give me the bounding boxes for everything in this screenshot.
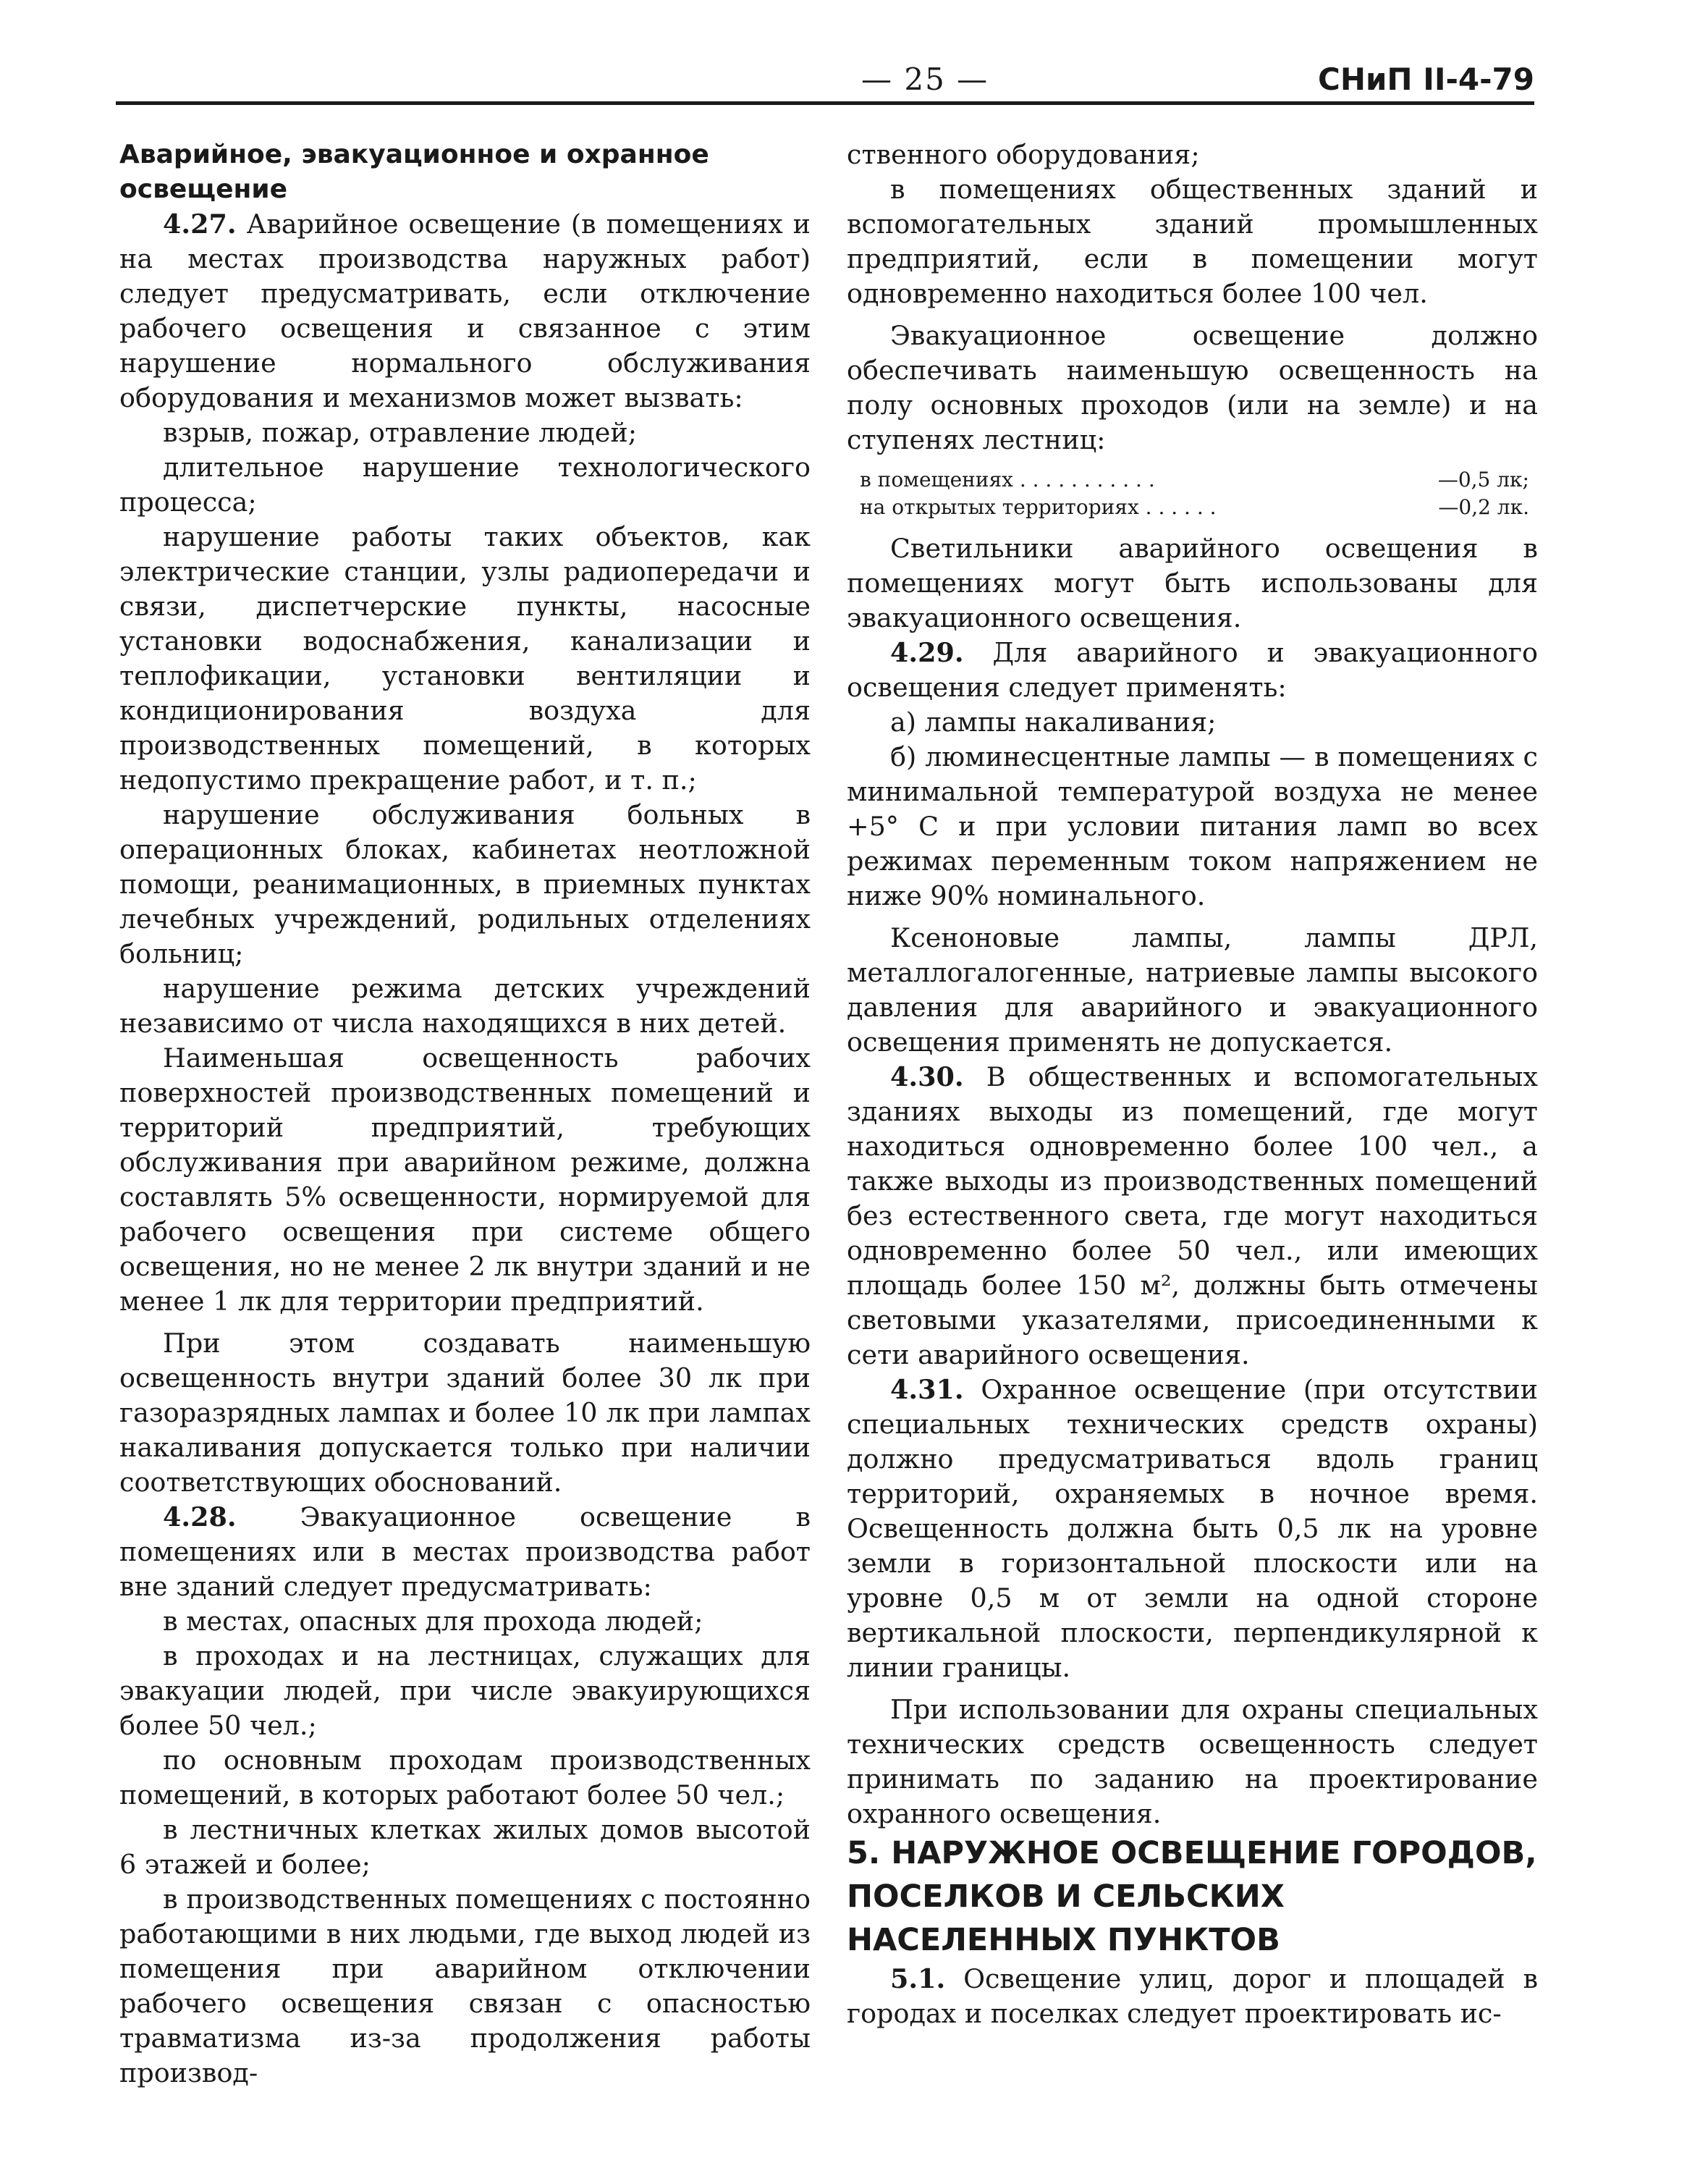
clause-number: 4.27.	[163, 208, 237, 240]
list-item: б) люминесцентные лампы — в помещениях с минимальной температурой воздуха не менее +5° С и при условии питания ламп во всех режимах переменным током напряжением не ниже 90% номинального.	[847, 741, 1538, 911]
illuminance-table	[860, 466, 1538, 521]
clause-number: 4.30.	[890, 1061, 964, 1092]
clause-text: Эвакуационное освещение в помещениях или в местах производства работ вне зданий следует предусматривать:	[119, 1501, 811, 1602]
clause-number: 5.1.	[890, 1963, 946, 1994]
paragraph: Наименьшая освещенность рабочих поверхностей производственных помещений и территорий предприятий, требующих обслуживания при аварийном режиме, должна составлять 5% освещенности, нормируемой для рабочего освещения при системе общего освещения, но не менее 2 лк внутри зданий и не менее 1 лк для территории предприятий.	[119, 1042, 811, 1317]
left-column	[119, 138, 811, 2091]
clause-text: Охранное освещение (при отсутствии специальных технических средств охраны) должно предусматриваться вдоль границ территорий, охраняемых в ночное время. Освещенность должна быть 0,5 лк на уровне земли в горизонтальной плоскости или на уровне 0,5 м от земли на одной стороне вертикальной плоскости, перпендикулярной к линии границы.	[847, 1374, 1538, 1683]
list-item: взрыв, пожар, отравление людей;	[163, 417, 637, 448]
clause-number: 4.31.	[890, 1374, 964, 1405]
clause-text: Аварийное освещение (в помещениях и на местах производства наружных работ) следует предусматривать, если отключение рабочего освещения и связанное с этим нарушение нормального обслуживания оборудования и механизмов может вызвать:	[119, 208, 811, 413]
paragraph: Эвакуационное освещение должно обеспечивать наименьшую освещенность на полу основных проходов (или на земле) и на ступенях лестниц:	[847, 320, 1538, 455]
paragraph: Ксеноновые лампы, лампы ДРЛ, металлогалогенные, натриевые лампы высокого давления для аварийного и эвакуационного освещения применять не допускается.	[847, 922, 1538, 1058]
clause-text: Для аварийного и эвакуационного освещения следует применять:	[847, 637, 1538, 703]
table-label: в помещениях . . . . . . . . . . .	[860, 468, 1155, 492]
section-heading: 5. НАРУЖНОЕ ОСВЕЩЕНИЕ ГОРОДОВ, ПОСЕЛКОВ И СЕЛЬСКИХ НАСЕЛЕННЫХ ПУНКТОВ	[847, 1835, 1537, 1958]
paragraph: При использовании для охраны специальных технических средств освещенность следует принимать по заданию на проектирование охранного освещения.	[847, 1694, 1538, 1829]
list-item: длительное нарушение технологического процесса;	[119, 452, 811, 518]
table-row	[860, 494, 1538, 521]
right-column	[847, 138, 1538, 2031]
paragraph: Светильники аварийного освещения в помещениях могут быть использованы для эвакуационного освещения.	[847, 533, 1538, 633]
table-value: —0,2 лк.	[1438, 495, 1529, 519]
clause-4-28	[119, 1500, 811, 1604]
list-item: а) лампы накаливания;	[890, 707, 1217, 738]
clause-4-27	[119, 207, 811, 416]
list-item: в проходах и на лестницах, служащих для эвакуации людей, при числе эвакуирующихся более 50 чел.;	[119, 1640, 811, 1741]
list-item: в лестничных клетках жилых домов высотой 6 этажей и более;	[119, 1814, 811, 1880]
list-item: по основным проходам производственных помещений, в которых работают более 50 чел.;	[119, 1745, 811, 1810]
header-rule	[116, 101, 1534, 105]
list-item: нарушение обслуживания больных в операционных блоках, кабинетах неотложной помощи, реанимационных, в приемных пунктах лечебных учреждений, родильных отделениях больниц;	[119, 799, 811, 969]
clause-4-31	[847, 1373, 1538, 1685]
list-item: нарушение работы таких объектов, как электрические станции, узлы радиопередачи и связи, диспетчерские пункты, насосные установки водоснабжения, канализации и теплофикации, установки вентиляции и кондиционирования воздуха для производственных помещений, в которых недопустимо прекращение работ, и т. п.;	[119, 521, 811, 796]
table-value: —0,5 лк;	[1437, 468, 1529, 492]
list-item: в помещениях общественных зданий и вспомогательных зданий промышленных предприятий, если в помещении могут одновременно находиться более 100 чел.	[847, 174, 1538, 309]
clause-5-1	[847, 1962, 1538, 2031]
subheading: Аварийное, эвакуационное и охранное освещение	[119, 140, 709, 204]
table-row	[860, 466, 1538, 494]
list-item: в производственных помещениях с постоянно работающими в них людьми, где выход людей из помещения при аварийном отключении рабочего освещения связан с опасностью травматизма из-за продолжения работы производ-	[119, 1884, 811, 2088]
paragraph: При этом создавать наименьшую освещенность внутри зданий более 30 лк при газоразрядных лампах и более 10 лк при лампах накаливания допускается только при наличии соответствующих обоснований.	[119, 1328, 811, 1498]
table-label: на открытых территориях . . . . . .	[860, 495, 1217, 519]
list-item: в местах, опасных для прохода людей;	[163, 1606, 703, 1637]
clause-text: Освещение улиц, дорог и площадей в городах и поселках следует проектировать ис-	[847, 1963, 1538, 2029]
page-number: — 25 —	[861, 62, 989, 97]
document-code: СНиП II-4-79	[1318, 62, 1534, 97]
clause-number: 4.28.	[163, 1501, 237, 1532]
paragraph-continuation: ственного оборудования;	[847, 139, 1200, 170]
clause-number: 4.29.	[890, 637, 964, 668]
list-item: нарушение режима детских учреждений независимо от числа находящихся в них детей.	[119, 973, 811, 1039]
page-header	[116, 62, 1534, 105]
clause-text: В общественных и вспомогательных зданиях выходы из помещений, где могут находиться одновременно более 100 чел., а также выходы из производственных помещений без естественного света, где могут находиться одновременно более 50 чел., или имеющих площадь более 150 м², должны быть отмечены световыми указателями, присоединенными к сети аварийного освещения.	[847, 1061, 1539, 1370]
clause-4-29	[847, 636, 1538, 705]
clause-4-30	[847, 1060, 1538, 1373]
